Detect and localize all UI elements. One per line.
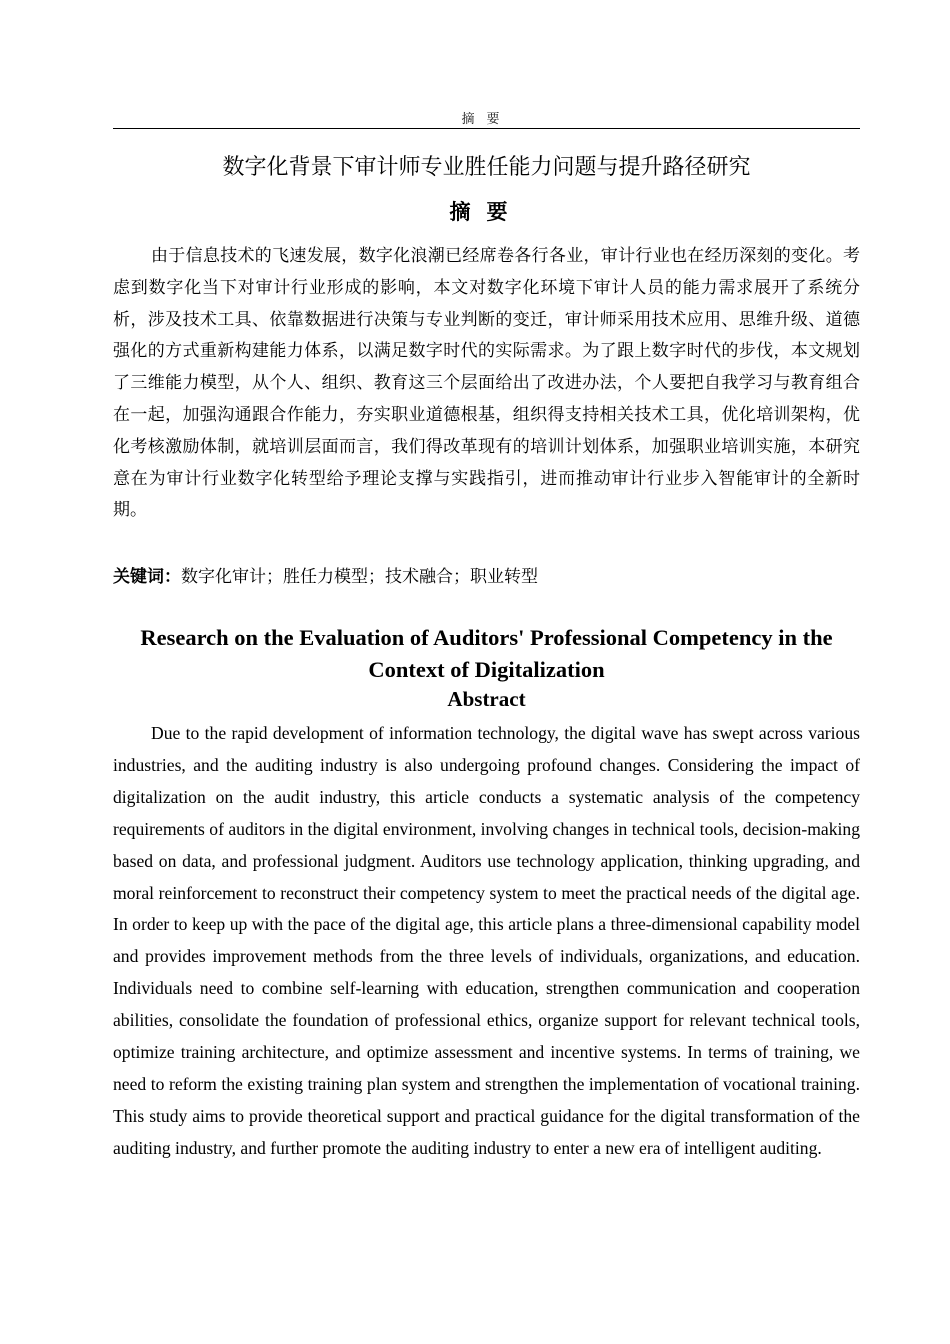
english-abstract-body: Due to the rapid development of information technology, the digital wave has swept across various industries, and the auditing industry is also undergoing profound changes. Considering the impact of digitalization on the audit industry, this article conducts a systematic analysis of the competency requirements of auditors in the digital environment, involving changes in technical tools, decision-making based on data, and professional judgment. Auditors use technology application, thinking upgrading, and moral reinforcement to reconstruct their competency system to meet the practical needs of the digital age. In order to keep up with the pace of the digital age, this article plans a three-dimensional capability model and provides improvement methods from the three levels of individuals, organizations, and education. Individuals need to combine self-learning with education, strengthen communication and cooperation abilities, consolidate the foundation of professional ethics, organize support for relevant technical tools, optimize training architecture, and optimize assessment and incentive systems. In terms of training, we need to reform the existing training plan system and strengthen the implementation of vocational training. This study aims to provide theoretical support and practical guidance for the digital transformation of the auditing industry, and further promote the auditing industry to enter a new era of intelligent auditing. bbox=[113, 723, 860, 1158]
chinese-title: 数字化背景下审计师专业胜任能力问题与提升路径研究 bbox=[222, 155, 751, 180]
english-title: Research on the Evaluation of Auditors' Professional Competency in the Context of Digitalization bbox=[140, 625, 833, 682]
english-abstract-heading: Abstract bbox=[447, 687, 526, 711]
keywords-text: 数字化审计；胜任力模型；技术融合；职业转型 bbox=[181, 567, 538, 587]
keywords-label: 关键词： bbox=[113, 567, 181, 587]
chinese-abstract-heading: 摘要 bbox=[449, 200, 524, 224]
running-header: 摘要 bbox=[461, 112, 512, 127]
chinese-abstract-body: 由于信息技术的飞速发展，数字化浪潮已经席卷各行各业，审计行业也在经历深刻的变化。考虑到数字化当下对审计行业形成的影响，本文对数字化环境下审计人员的能力需求展开了系统分析，涉及技术工具、依靠数据进行决策与专业判断的变迁，审计师采用技术应用、思维升级、道德强化的方式重新构建能力体系，以满足数字时代的实际需求。为了跟上数字时代的步伐，本文规划了三维能力模型，从个人、组织、教育这三个层面给出了改进办法，个人要把自我学习与教育组合在一起，加强沟通跟合作能力，夯实职业道德根基，组织得支持相关技术工具，优化培训架构，优化考核激励体制，就培训层面而言，我们得改革现有的培训计划体系，加强职业培训实施，本研究意在为审计行业数字化转型给予理论支撑与实践指引，进而推动审计行业步入智能审计的全新时期。 bbox=[113, 246, 860, 521]
header-rule bbox=[113, 128, 860, 129]
keywords-line bbox=[113, 562, 860, 587]
